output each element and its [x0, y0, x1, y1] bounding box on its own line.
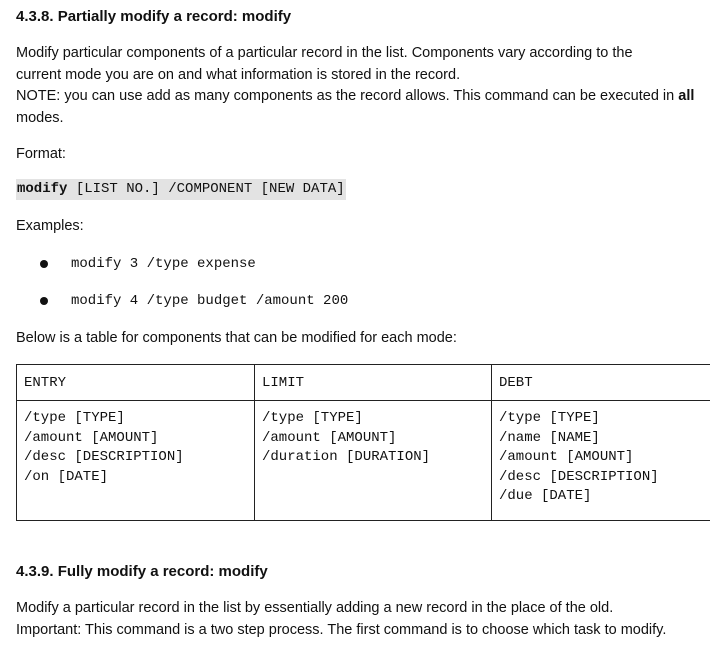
component-line: /amount [AMOUNT]: [499, 449, 634, 465]
components-table: [16, 364, 710, 521]
note-line-end: modes.: [16, 109, 64, 126]
bullet-icon: [40, 260, 48, 268]
bullet-icon: [40, 297, 48, 305]
example-code: modify 3 /type expense: [71, 256, 256, 272]
table-header-entry: ENTRY: [17, 365, 255, 401]
description-line: current mode you are on and what information is stored in the record.: [16, 66, 461, 83]
format-command-args: [LIST NO.] /COMPONENT [NEW DATA]: [67, 181, 345, 197]
component-line: /amount [AMOUNT]: [262, 429, 397, 446]
table-header-debt: DEBT: [492, 365, 710, 401]
note-text: NOTE: you can use add as many components as the record allows. This command can be executed in: [16, 88, 679, 104]
partial-modify-description: [16, 43, 695, 129]
component-line: /type [TYPE]: [499, 410, 600, 426]
table-header-row: [17, 365, 710, 401]
format-command-code: [16, 179, 346, 200]
description-line: Modify a particular record in the list by essentially adding a new record in the place of the old.: [16, 600, 614, 616]
component-line: /amount [AMOUNT]: [24, 429, 159, 446]
description-line: Modify particular components of a particular record in the list. Components vary according to the: [16, 45, 633, 61]
component-line: /type [TYPE]: [262, 410, 363, 426]
table-row: [17, 401, 710, 521]
component-line: /name [NAME]: [499, 429, 600, 446]
component-line: /on [DATE]: [24, 468, 109, 485]
component-line: /duration [DURATION]: [262, 449, 431, 465]
format-command-keyword: modify: [17, 181, 68, 197]
table-cell-limit-components: [255, 401, 492, 521]
note-bold-all: all: [678, 88, 695, 104]
table-header-limit: LIMIT: [255, 365, 492, 401]
component-line: /desc [DESCRIPTION]: [499, 468, 659, 485]
component-line: /type [TYPE]: [24, 410, 125, 426]
component-line: /due [DATE]: [499, 488, 592, 504]
description-line: Important: This command is a two step process. The first command is to choose which task to modify.: [16, 621, 667, 638]
table-cell-debt-components: [492, 401, 710, 521]
full-modify-description: [16, 598, 688, 641]
format-label: Format:: [16, 146, 66, 162]
table-cell-entry-components: [17, 401, 255, 521]
section-heading-full-modify: 4.3.9. Fully modify a record: modify: [16, 563, 268, 580]
example-code: modify 4 /type budget /amount 200: [71, 293, 349, 309]
table-intro-text: Below is a table for components that can be modified for each mode:: [16, 330, 457, 346]
section-heading-partial-modify: 4.3.8. Partially modify a record: modify: [16, 8, 292, 25]
component-line: /desc [DESCRIPTION]: [24, 449, 184, 465]
note-line: [16, 86, 695, 108]
examples-label: Examples:: [16, 218, 84, 234]
